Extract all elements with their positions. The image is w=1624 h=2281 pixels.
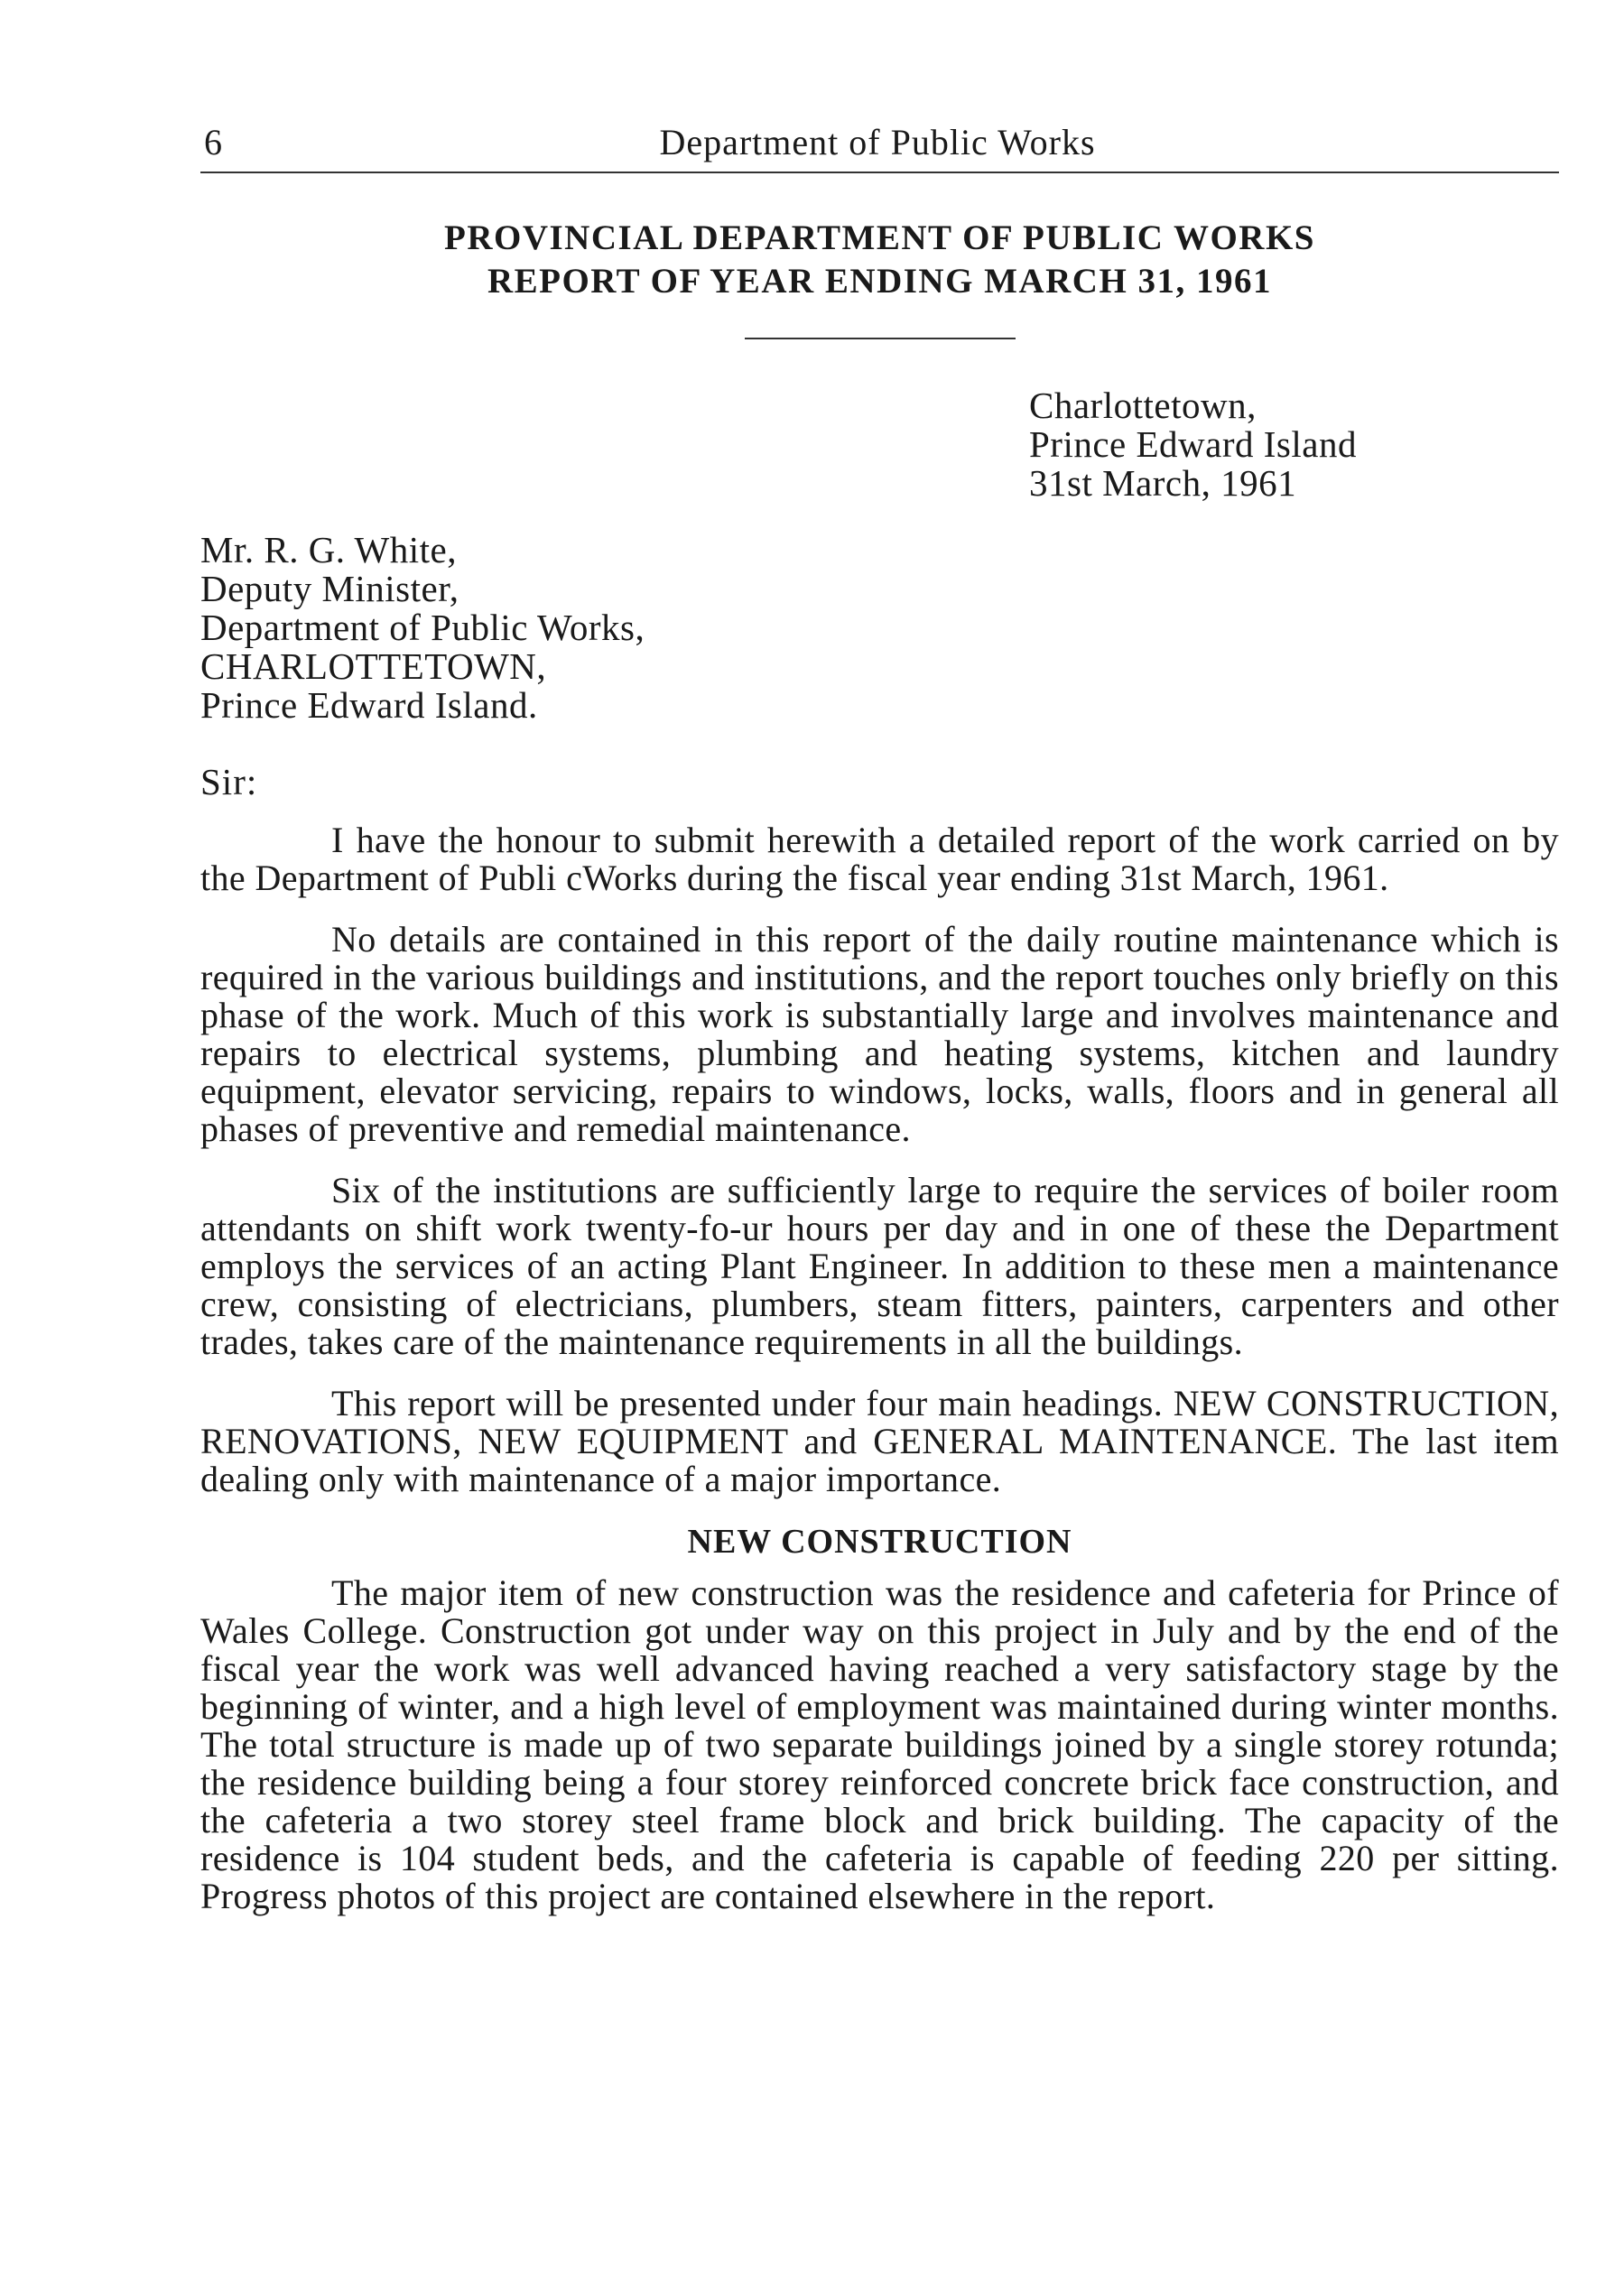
addressee-line: Mr. R. G. White,	[200, 529, 457, 570]
addressee-block	[200, 531, 1013, 725]
body-text	[200, 821, 1559, 1939]
place-date-block	[1029, 386, 1535, 503]
place-date-line: 31st March, 1961	[1029, 462, 1297, 504]
body-paragraph: I have the honour to submit herewith a detailed report of the work carried on by the Department of Publi cWorks during the fiscal year ending 31st March, 1961.	[200, 820, 1559, 898]
title-rule	[745, 338, 1016, 339]
report-title-line-1: PROVINCIAL DEPARTMENT OF PUBLIC WORKS	[444, 218, 1315, 257]
place-date-line: Prince Edward Island	[1029, 423, 1357, 465]
body-paragraph: This report will be presented under four main headings. NEW CONSTRUCTION, RENOVATIONS, NEW EQUIPMENT and GENERAL MAINTENANCE. The last item dealing only with maintenance of a major importance.	[200, 1383, 1559, 1499]
salutation: Sir:	[200, 761, 258, 802]
report-title	[200, 217, 1559, 303]
running-header	[200, 116, 1554, 170]
running-title: Department of Public Works	[659, 122, 1096, 162]
page-number: 6	[204, 122, 222, 162]
section-heading: NEW CONSTRUCTION	[687, 1523, 1072, 1561]
body-paragraph: No details are contained in this report of the daily routine maintenance which is required in the various buildings and institutions, and the report touches only briefly on this phase of the work. Much of this work is substantially large and involves maintenance and repairs to electrical systems, plumbing and heating systems, kitchen and laundry equipment, elevator servicing, repairs to windows, locks, walls, floors and in general all phases of preventive and remedial maintenance.	[200, 919, 1559, 1149]
place-date-line: Charlottetown,	[1029, 385, 1257, 426]
addressee-line: Prince Edward Island.	[200, 684, 538, 726]
section-paragraph: The major item of new construction was the residence and cafeteria for Prince of Wales College. Construction got under way on this project in July and by the end of the fiscal year the work was well advanced having reached a very satisfactory stage by the beginning of winter, and a high level of employment was maintained during winter months. The total structure is made up of two separate buildings joined by a single storey rotunda; the residence building being a four storey reinforced concrete brick face construction, and the cafeteria a two storey steel frame block and brick building. The capacity of the residence is 104 student beds, and the cafeteria is capable of feeding 220 per sitting. Progress photos of this project are contained elsewhere in the report.	[200, 1572, 1559, 1916]
header-rule	[200, 172, 1559, 173]
report-title-line-2: REPORT OF YEAR ENDING MARCH 31, 1961	[487, 262, 1273, 301]
addressee-line: CHARLOTTETOWN,	[200, 645, 547, 687]
addressee-line: Department of Public Works,	[200, 607, 645, 648]
addressee-line: Deputy Minister,	[200, 568, 459, 609]
body-paragraph: Six of the institutions are sufficiently large to require the services of boiler room attendants on shift work twenty-fo-ur hours per day and in one of these the Department employs the services of an acting Plant Engineer. In addition to these men a maintenance crew, consisting of electricians, plumbers, steam fitters, painters, carpenters and other trades, takes care of the maintenance requirements in all the buildings.	[200, 1170, 1559, 1362]
